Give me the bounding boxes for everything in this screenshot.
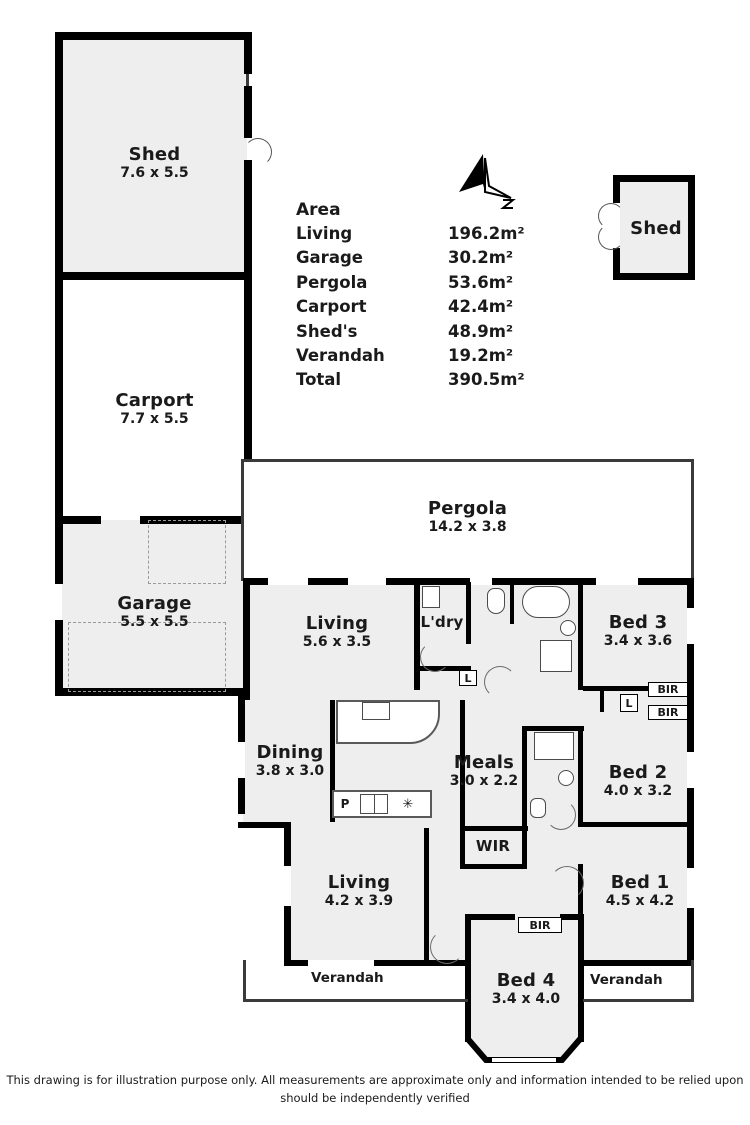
wall-shed-small-bottom — [613, 273, 695, 280]
wall-laundry-right — [466, 582, 471, 644]
room-label-bed1: Bed 1 4.5 x 4.2 — [605, 872, 675, 910]
wall-wir-left — [460, 826, 465, 868]
wall-shed-big-left — [55, 32, 63, 280]
wall-garage-left-a — [55, 516, 63, 584]
room-label-pergola: Pergola 14.2 x 3.8 — [427, 498, 508, 536]
toilet-icon — [487, 588, 505, 614]
north-arrow-icon — [455, 152, 525, 210]
door-arc-ensuite — [546, 800, 576, 830]
wall-living1-right — [414, 582, 420, 690]
wall-bed4-right — [578, 914, 584, 1042]
door-arc-living2 — [430, 930, 464, 964]
area-row-sheds: Shed's 48.9m² — [296, 321, 514, 341]
pantry-marker: P — [336, 794, 354, 814]
laundry-trough-icon — [422, 586, 440, 608]
window-top-2 — [348, 578, 386, 585]
verandah-outline-right-edge — [691, 960, 694, 1002]
wall-shed-big-right-a — [244, 32, 252, 74]
wall-ensuite-right — [578, 726, 583, 826]
wall-garage-left-b — [55, 620, 63, 695]
area-row-garage: Garage 30.2m² — [296, 248, 514, 268]
wall-bed4-left — [465, 914, 471, 1042]
ensuite-toilet-icon — [530, 798, 546, 818]
room-label-meals: Meals 3.0 x 2.2 — [449, 752, 519, 790]
wall-pergola-right — [691, 459, 694, 581]
room-label-bed2: Bed 2 4.0 x 3.2 — [603, 762, 673, 800]
disclaimer-text: This drawing is for illustration purpose only. All measurements are approximate only and information intended to be relied upon should be independently verified — [6, 1073, 744, 1105]
window-top-3 — [470, 578, 492, 585]
wall-meals-bottom — [460, 826, 528, 831]
room-label-wir: WIR — [475, 837, 511, 855]
shower-icon — [540, 640, 572, 672]
window-right-1 — [687, 608, 694, 644]
room-label-shed-big: Shed 7.6 x 5.5 — [120, 144, 189, 182]
bed4-bay-window — [462, 1034, 588, 1068]
wall-shed-big-bottom — [55, 272, 252, 280]
wall-shed-small-top — [613, 175, 695, 182]
wall-shed-small-left-b — [613, 248, 620, 280]
kitchen-appliance-icon: ✳ — [402, 797, 414, 812]
window-bottom-1 — [308, 960, 374, 966]
wall-bed4-top-a — [465, 914, 515, 920]
vanity-basin-icon — [560, 620, 576, 636]
wall-living2-right — [424, 828, 429, 962]
kitchen-sink-divider — [374, 794, 375, 814]
verandah-right-label: Verandah — [590, 972, 663, 988]
area-heading: Area — [296, 200, 341, 220]
area-row-verandah: Verandah 19.2m² — [296, 346, 514, 366]
ensuite-basin-icon — [558, 770, 574, 786]
wall-shed-small-left-a — [613, 175, 620, 203]
window-right-2 — [687, 752, 694, 788]
wall-bed2-bottom — [578, 822, 691, 827]
wall-ensuite-top — [522, 726, 584, 731]
door-arc-bath — [484, 666, 516, 698]
room-label-laundry: L'dry — [420, 613, 464, 631]
kitchen-cooktop-icon — [362, 702, 390, 720]
window-top-4 — [596, 578, 638, 585]
garage-door-opening-b — [68, 622, 226, 692]
wall-bed4-top-b — [560, 914, 584, 920]
linen-cupboard-2: L — [620, 694, 638, 712]
room-label-living1: Living 5.6 x 3.5 — [302, 613, 372, 651]
room-label-living2: Living 4.2 x 3.9 — [324, 872, 394, 910]
area-row-pergola: Pergola 53.6m² — [296, 272, 514, 292]
wall-shed-big-right-b — [244, 86, 252, 138]
door-arc-laundry — [420, 642, 450, 672]
verandah-left-label: Verandah — [311, 970, 384, 986]
window-left-1 — [238, 742, 245, 778]
wall-pergola-top — [241, 459, 694, 462]
room-label-shed-small: Shed — [630, 218, 682, 239]
linen-cupboard-1: L — [459, 670, 477, 686]
room-label-bed3: Bed 3 3.4 x 3.6 — [603, 612, 673, 650]
door-arc-bed1 — [550, 866, 584, 900]
verandah-outline-left — [243, 960, 246, 1002]
wall-house-left-upper — [243, 578, 250, 698]
wall-carport-left — [55, 280, 63, 516]
room-label-carport: Carport 7.7 x 5.5 — [115, 390, 194, 428]
bir-bed3-1: BIR — [648, 682, 688, 697]
bir-bed4: BIR — [518, 917, 562, 933]
wall-house-left-jog2 — [238, 822, 291, 828]
wall-wc-divider — [510, 582, 514, 624]
room-label-bed4: Bed 4 3.4 x 4.0 — [491, 970, 561, 1008]
window-top-1 — [268, 578, 308, 585]
area-row-carport: Carport 42.4m² — [296, 297, 514, 317]
wall-shed-big-right-c — [244, 160, 252, 280]
window-left-2 — [284, 866, 291, 906]
verandah-outline-bottom — [243, 999, 468, 1002]
verandah-outline-right-bottom — [583, 999, 694, 1002]
wall-pergola-left — [241, 459, 244, 581]
area-summary-table — [296, 200, 536, 393]
wall-wir-bottom — [460, 864, 527, 869]
wall-shed-big-opening-right — [246, 74, 249, 86]
area-row-total: Total 390.5m² — [296, 370, 525, 390]
wall-bath-right — [578, 582, 583, 690]
bir-bed3-2: BIR — [648, 705, 688, 720]
ensuite-shower-icon — [534, 732, 574, 760]
wall-house-left-jog — [238, 694, 250, 700]
outside-left-of-living2 — [243, 826, 289, 966]
wall-hall-divider-a — [600, 686, 604, 712]
wall-meals-right — [522, 726, 527, 830]
door-arc-shed-big — [244, 138, 272, 166]
room-label-dining: Dining 3.8 x 3.0 — [255, 742, 325, 780]
wall-wir-right — [522, 826, 527, 868]
bathtub-icon — [522, 586, 570, 618]
wall-shed-big-top — [55, 32, 252, 40]
room-label-garage: Garage 5.5 x 5.5 — [117, 593, 192, 631]
garage-door-opening-a — [148, 520, 226, 584]
area-row-living: Living 196.2m² — [296, 224, 525, 243]
